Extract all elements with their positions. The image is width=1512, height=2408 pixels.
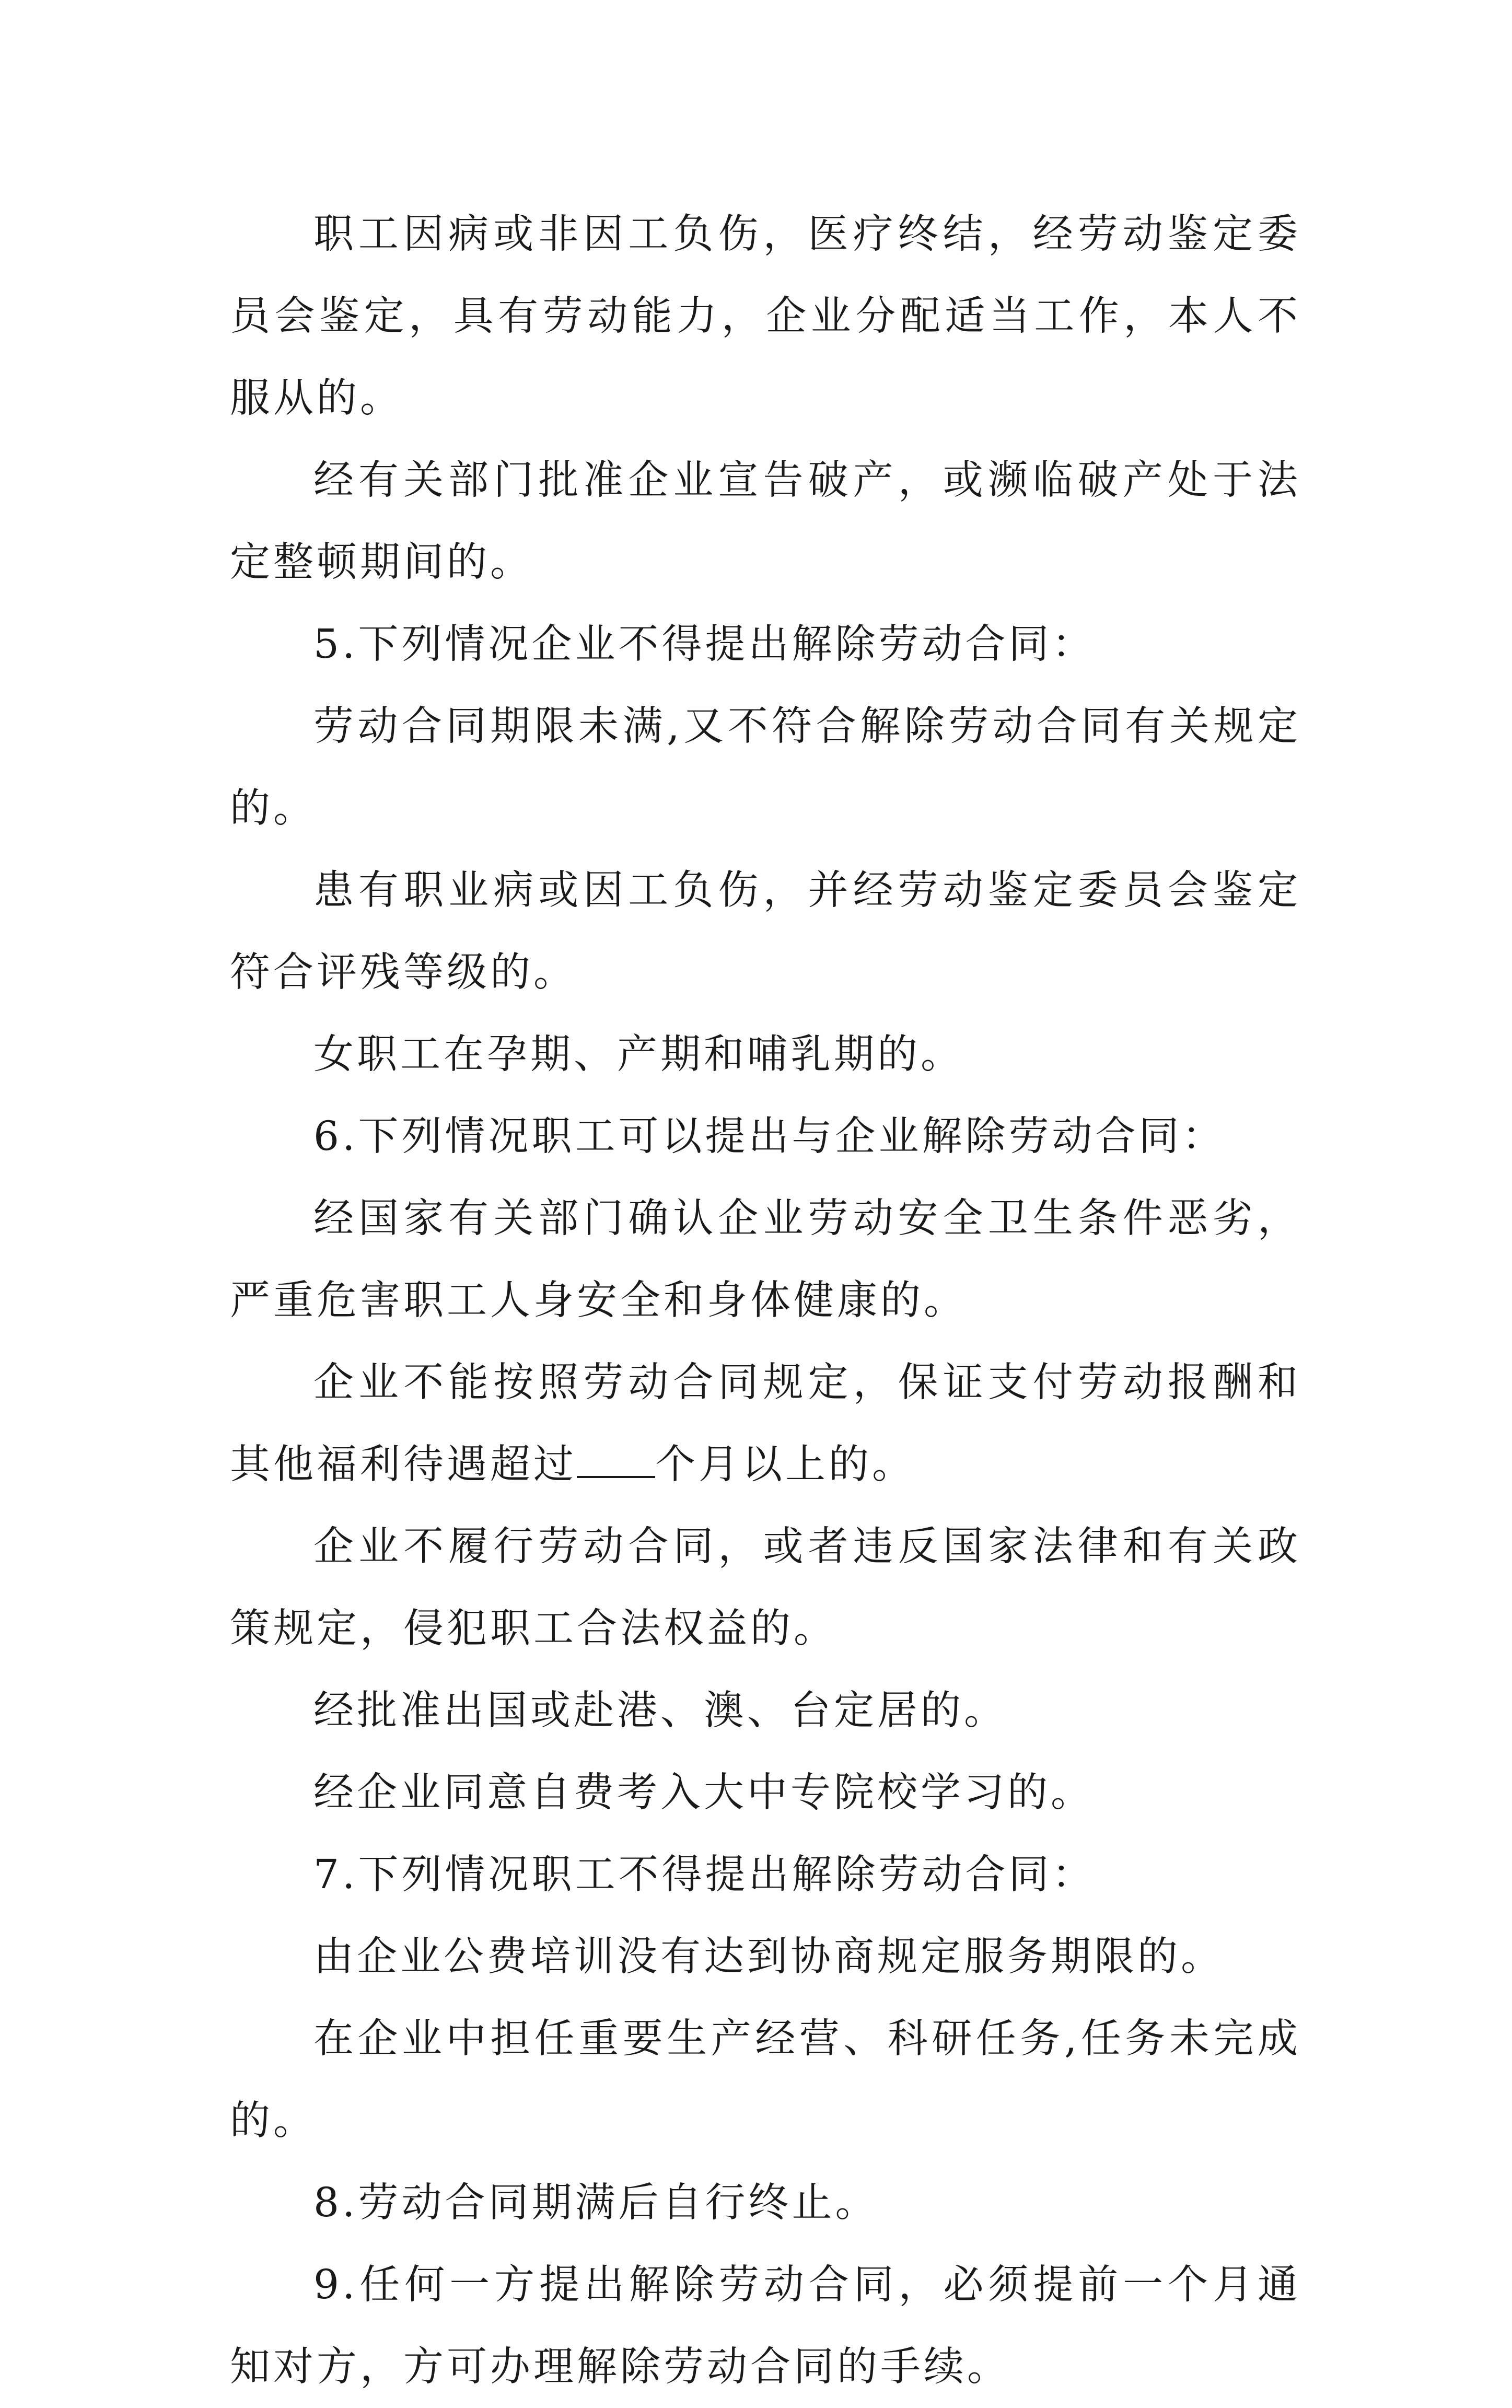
- document-body: [230, 193, 1301, 2408]
- paragraph-16: 8.劳动合同期满后自行终止。: [313, 2180, 879, 2226]
- paragraph-15: 在企业中担任重要生产经营、科研任务,任务未完成的。: [230, 2016, 1301, 2144]
- paragraph-10: 企业不履行劳动合同，或者违反国家法律和有关政策规定，侵犯职工合法权益的。: [230, 1523, 1301, 1652]
- paragraph-6: 女职工在孕期、产期和哺乳期的。: [313, 1031, 964, 1078]
- paragraph-1: 职工因病或非因工负伤，医疗终结，经劳动鉴定委员会鉴定，具有劳动能力，企业分配适当工作，本人不服从的。: [230, 211, 1301, 422]
- paragraph-9: [230, 1342, 1301, 1506]
- paragraph-13: 7.下列情况职工不得提出解除劳动合同：: [313, 1852, 1096, 1898]
- paragraph-3: 5.下列情况企业不得提出解除劳动合同：: [313, 621, 1096, 668]
- paragraph-14: 由企业公费培训没有达到协商规定服务期限的。: [313, 1934, 1224, 1980]
- paragraph-11: 经批准出国或赴港、澳、台定居的。: [313, 1688, 1007, 1734]
- paragraph-17: 9.任何一方提出解除劳动合同，必须提前一个月通知对方，方可办理解除劳动合同的手续。: [230, 2262, 1301, 2390]
- paragraph-9-part-2: 个月以上的。: [655, 1441, 915, 1488]
- fill-in-blank: [577, 1445, 655, 1478]
- paragraph-4: 劳动合同期限未满,又不符合解除劳动合同有关规定的。: [230, 703, 1301, 832]
- paragraph-7: 6.下列情况职工可以提出与企业解除劳动合同：: [313, 1113, 1226, 1160]
- paragraph-12: 经企业同意自费考入大中专院校学习的。: [313, 1770, 1094, 1816]
- paragraph-9-part-1: 企业不能按照劳动合同规定，保证支付劳动报酬和其他福利待遇超过: [230, 1359, 1301, 1488]
- paragraph-8: 经国家有关部门确认企业劳动安全卫生条件恶劣，严重危害职工人身安全和身体健康的。: [230, 1195, 1301, 1324]
- paragraph-2: 经有关部门批准企业宣告破产，或濒临破产处于法定整顿期间的。: [230, 457, 1301, 586]
- paragraph-5: 患有职业病或因工负伤，并经劳动鉴定委员会鉴定符合评残等级的。: [230, 867, 1301, 996]
